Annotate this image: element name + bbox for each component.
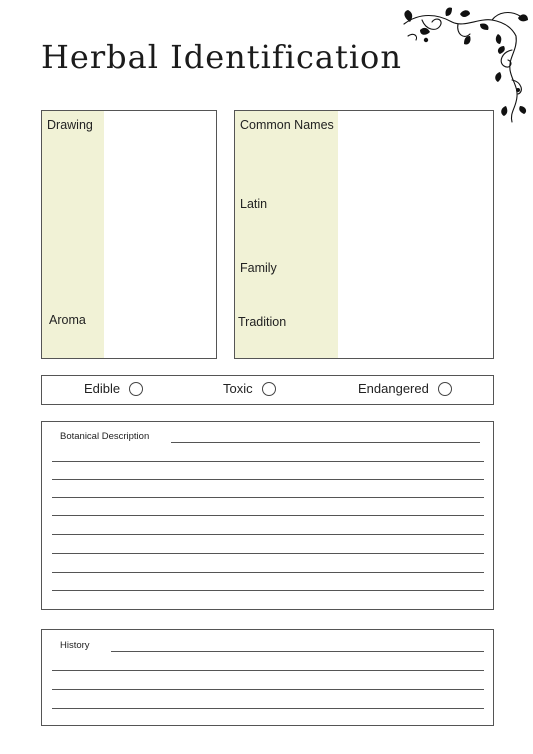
edible-checkbox[interactable] — [129, 382, 143, 396]
history-label: History — [60, 640, 90, 651]
family-label: Family — [240, 261, 277, 275]
writing-line[interactable] — [52, 572, 484, 573]
endangered-option[interactable] — [358, 381, 452, 396]
writing-line[interactable] — [52, 515, 484, 516]
writing-line[interactable] — [111, 651, 484, 652]
floral-ornament-icon — [400, 6, 530, 124]
botanical-description-box — [41, 421, 494, 610]
drawing-box — [41, 110, 217, 359]
tradition-label: Tradition — [238, 315, 287, 329]
names-box — [234, 110, 494, 359]
endangered-checkbox[interactable] — [438, 382, 452, 396]
writing-line[interactable] — [52, 461, 484, 462]
writing-line[interactable] — [52, 708, 484, 709]
status-row — [41, 375, 494, 405]
edible-option[interactable] — [84, 381, 143, 396]
common-names-label: Common Names — [240, 118, 334, 132]
toxic-option[interactable] — [223, 381, 276, 396]
writing-line[interactable] — [52, 553, 484, 554]
writing-line[interactable] — [52, 479, 484, 480]
toxic-label: Toxic — [223, 381, 253, 396]
toxic-checkbox[interactable] — [262, 382, 276, 396]
writing-line[interactable] — [171, 442, 480, 443]
latin-label: Latin — [240, 197, 268, 211]
botanical-description-label: Botanical Description — [60, 431, 150, 442]
writing-line[interactable] — [52, 670, 484, 671]
endangered-label: Endangered — [358, 381, 429, 396]
history-box — [41, 629, 494, 726]
writing-line[interactable] — [52, 497, 484, 498]
edible-label: Edible — [84, 381, 121, 396]
writing-line[interactable] — [52, 689, 484, 690]
page-title: Herbal Identification — [41, 38, 402, 76]
aroma-label: Aroma — [49, 313, 86, 327]
writing-line[interactable] — [52, 534, 484, 535]
drawing-label: Drawing — [47, 118, 93, 132]
writing-line[interactable] — [52, 590, 484, 591]
